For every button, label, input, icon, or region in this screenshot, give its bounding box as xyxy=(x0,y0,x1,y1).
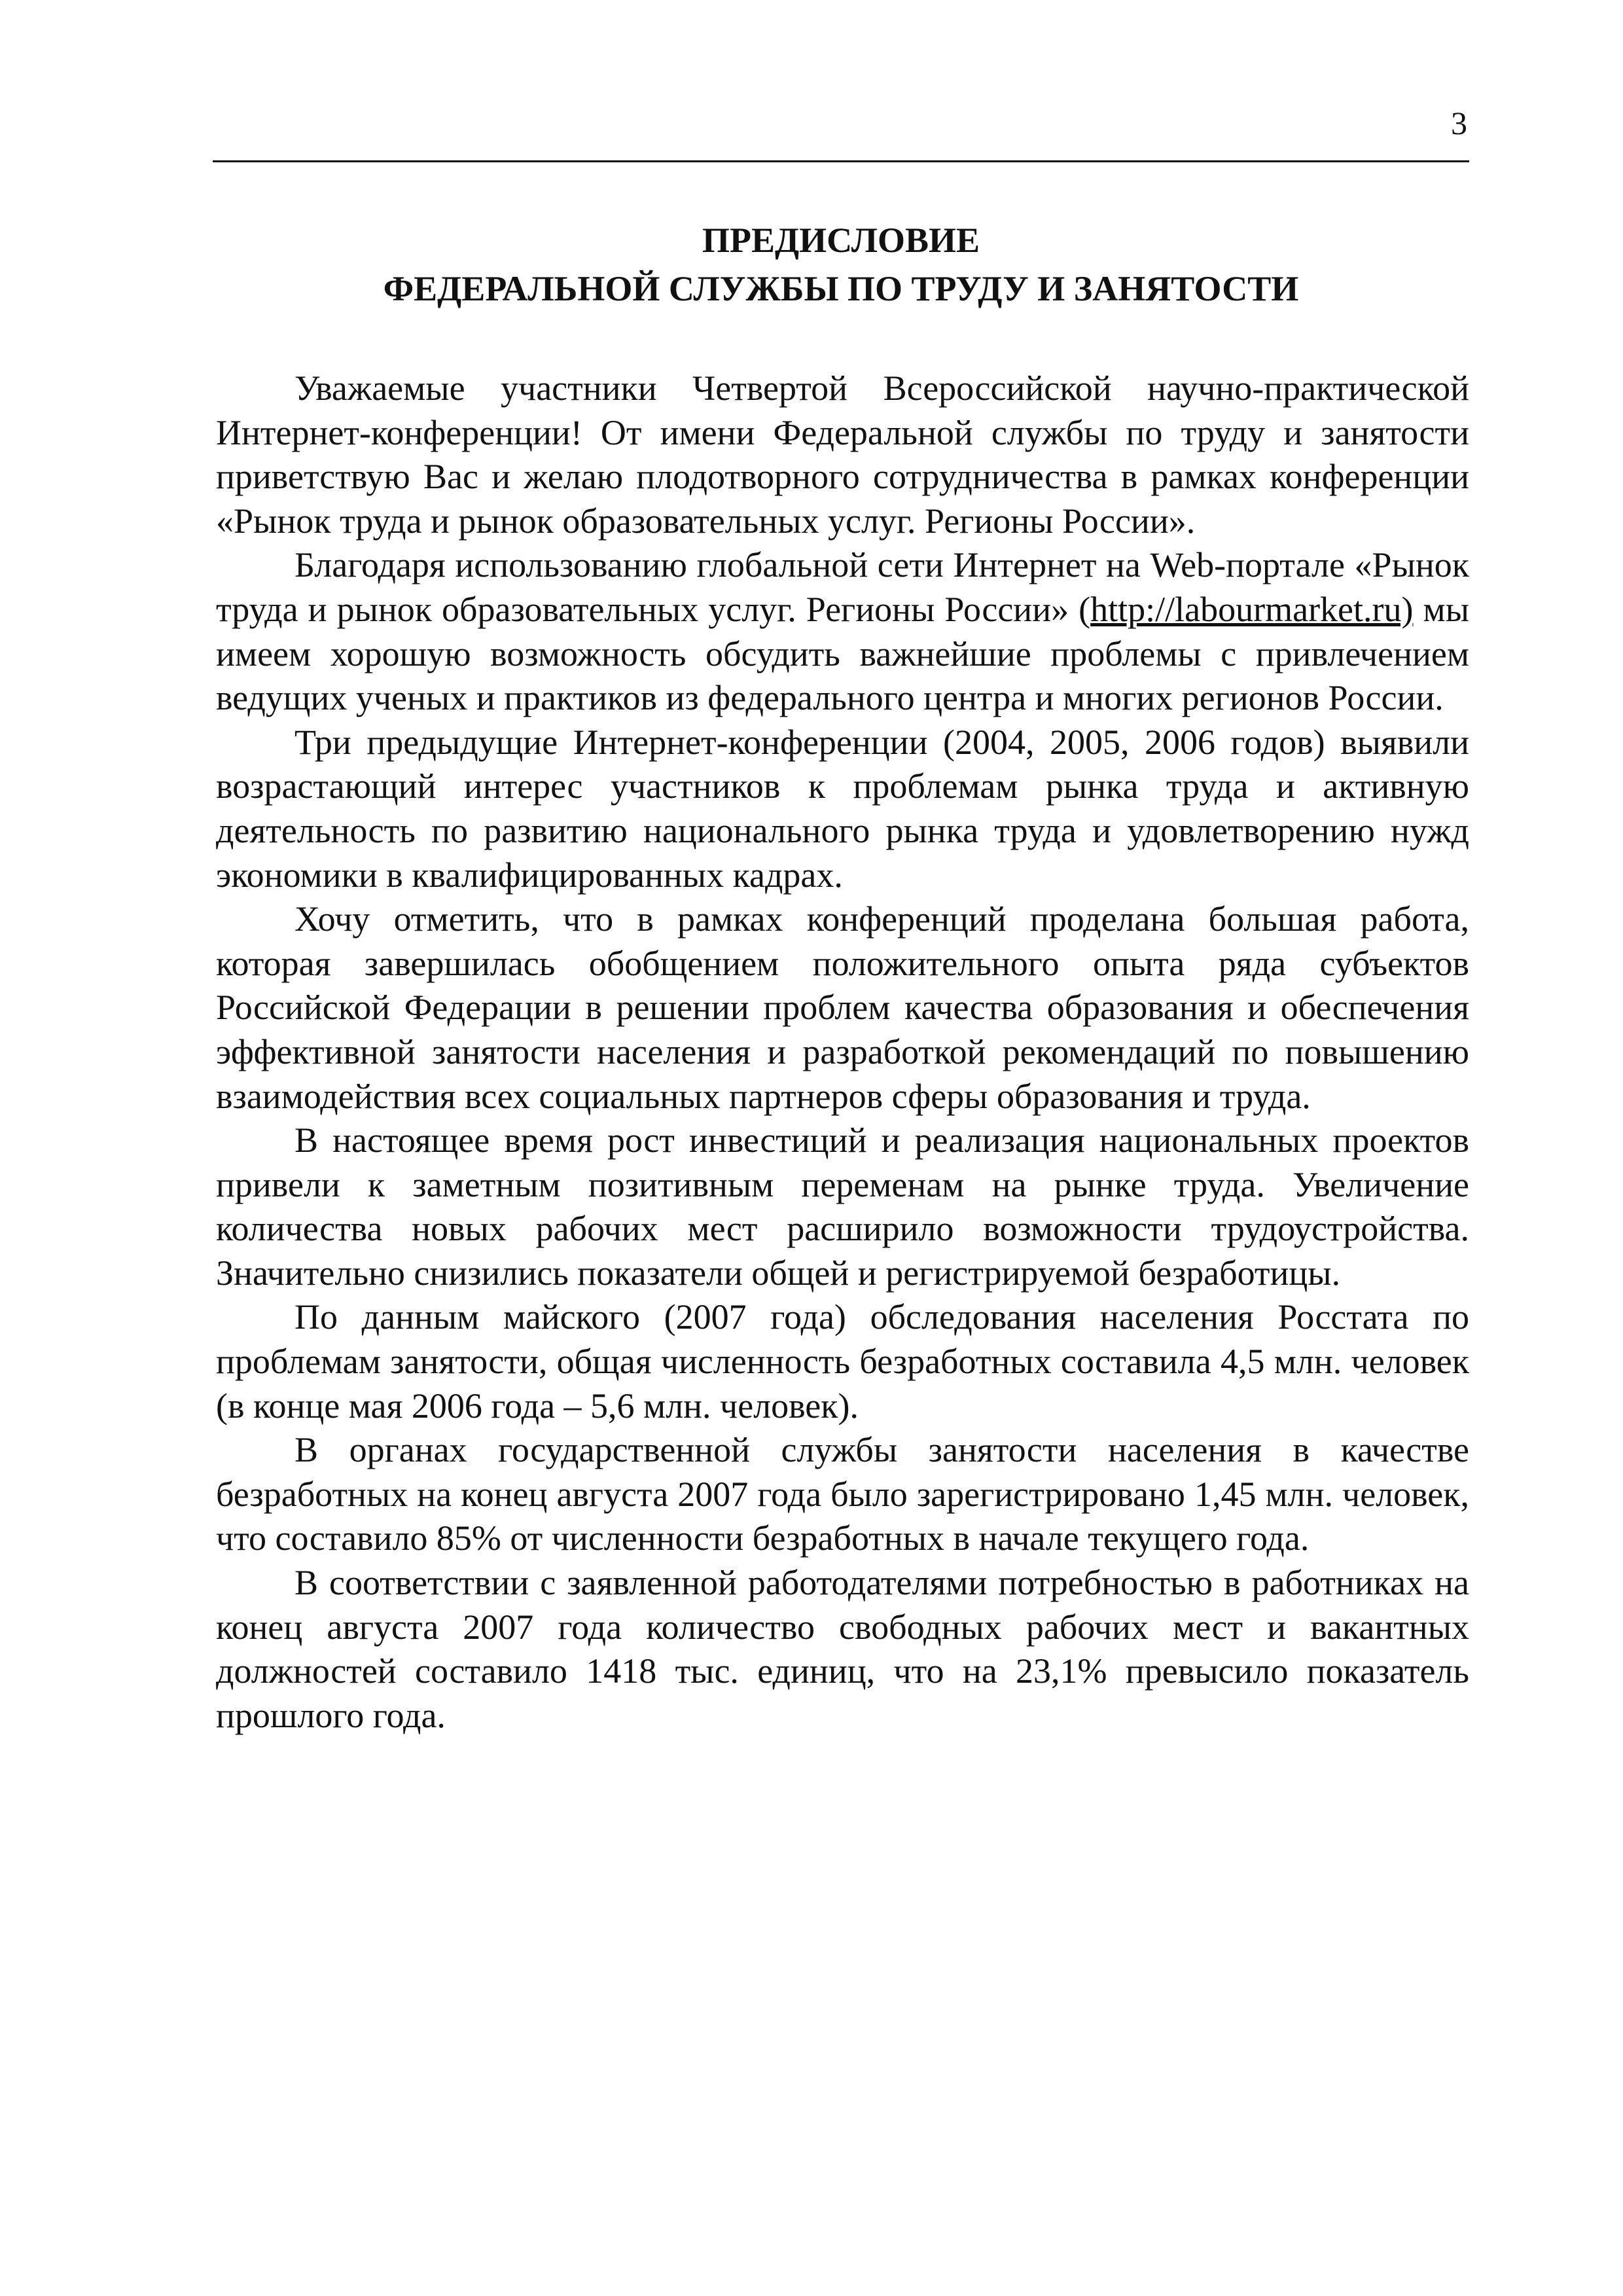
paragraph-6: По данным майского (2007 года) обследования населения Росстата по проблемам занятости, общая численность безработных составила 4,5 млн. человек (в конце мая 2006 года – 5,6 млн. человек). xyxy=(216,1297,1469,1426)
title-line-1: ПРЕДИСЛОВИЕ xyxy=(702,221,980,260)
paragraph-4: Хочу отметить, что в рамках конференций проделана большая работа, которая завершилась обобщением положительного опыта ряда субъектов Российской Федерации в решении проблем качества образования и обеспечения эффективной занятости населения и разработкой рекомендаций по повышению взаимодействия всех социальных партнеров сферы образования и труда. xyxy=(216,899,1469,1116)
paragraph-8: В соответствии с заявленной работодателями потребностью в работниках на конец августа 2007 года количество свободных рабочих мест и вакантных должностей составило 1418 тыс. единиц, что на 23,1% превысило показатель прошлого года. xyxy=(216,1563,1469,1735)
paragraph-5: В настоящее время рост инвестиций и реализация национальных проектов привели к заметным позитивным переменам на рынке труда. Увеличение количества новых рабочих мест расширило возможности трудоустройства. Значительно снизились показатели общей и регистрируемой безработицы. xyxy=(216,1121,1469,1293)
paragraph-2 xyxy=(216,543,1469,720)
preface-body xyxy=(216,367,1469,1738)
header-rule xyxy=(213,160,1469,162)
paragraph-3: Три предыдущие Интернет-конференции (2004, 2005, 2006 годов) выявили возрастающий интерес участников к проблемам рынка труда и активную деятельность по развитию национального рынка труда и удовлетворению нужд экономики в квалифицированных кадрах. xyxy=(216,722,1469,895)
paragraph-7: В органах государственной службы занятости населения в качестве безработных на конец августа 2007 года было зарегистрировано 1,45 млн. человек, что составило 85% от численности безработных в начале текущего года. xyxy=(216,1430,1469,1558)
title-line-2: ФЕДЕРАЛЬНОЙ СЛУЖБЫ ПО ТРУДУ И ЗАНЯТОСТИ xyxy=(383,269,1299,308)
labourmarket-link[interactable]: http://labourmarket.ru) xyxy=(1090,589,1414,629)
paragraph-2-text-after: мы имеем хорошую возможность обсудить важнейшие проблемы с привлечением ведущих ученых и практиков из федерального центра и многих регионов России. xyxy=(216,589,1469,718)
paragraph-1: Уважаемые участники Четвертой Всероссийской научно-практической Интернет-конференции! От имени Федеральной службы по труду и занятости приветствую Вас и желаю плодотворного сотрудничества в рамках конференции «Рынок труда и рынок образовательных услуг. Регионы России». xyxy=(216,368,1469,541)
paragraph-2-text-before: Благодаря использованию глобальной сети Интернет на Web-портале «Рынок труда и рынок образовательных услуг. Регионы России» ( xyxy=(216,545,1469,629)
preface-title xyxy=(213,216,1469,313)
page-number: 3 xyxy=(1451,105,1467,141)
